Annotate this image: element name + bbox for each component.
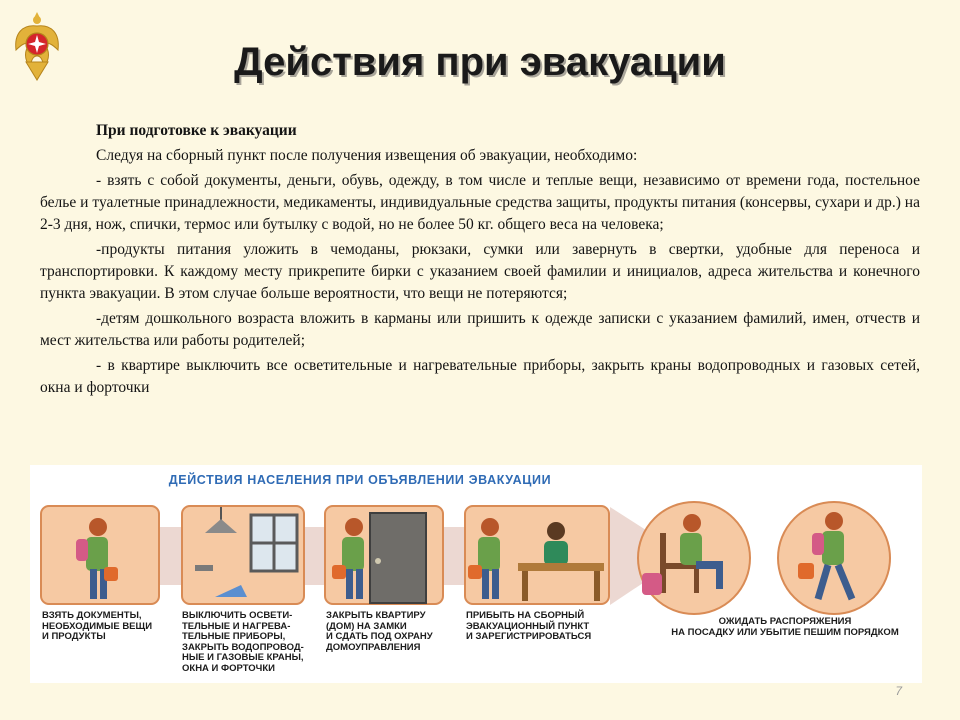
paragraph-5: - в квартире выключить все осветительные и нагревательные приборы, закрыть краны водопроводных и газовых сетей, окна и форточки	[40, 357, 920, 396]
page-number: 7	[895, 684, 902, 698]
paragraph-1: Следуя на сборный пункт после получения извещения об эвакуации, необходимо:	[96, 147, 638, 164]
step-5-wait-frame	[630, 499, 758, 617]
illustration-title: ДЕЙСТВИЯ НАСЕЛЕНИЯ ПРИ ОБЪЯВЛЕНИИ ЭВАКУАЦИИ	[168, 473, 552, 487]
instructions-text	[40, 120, 920, 402]
step-5-walk-frame	[770, 499, 898, 617]
paragraph-4: -детям дошкольного возраста вложить в карманы или пришить к одежде записки с указанием фамилий, имен, отчеств и мест жительства или работы родителей;	[40, 310, 920, 349]
step-2-caption: ВЫКЛЮЧИТЬ ОСВЕТИ- ТЕЛЬНЫЕ И НАГРЕВА- ТЕЛЬНЫЕ ПРИБОРЫ, ЗАКРЫТЬ ВОДОПРОВОД- НЫЕ И ГАЗОВЫЕ КРАНЫ, ОКНА И ФОРТОЧКИ	[182, 610, 304, 674]
section-subtitle: При подготовке к эвакуации	[96, 122, 297, 139]
page-title: Действия при эвакуации	[234, 40, 726, 84]
step-3-caption: ЗАКРЫТЬ КВАРТИРУ (ДОМ) НА ЗАМКИ И СДАТЬ ПОД ОХРАНУ ДОМОУПРАВЛЕНИЯ	[326, 610, 433, 653]
paragraph-3: -продукты питания уложить в чемоданы, рюкзаки, сумки или завернуть в свертки, удобные для переноса и транспортировки. К каждому месту прикрепите бирки с указанием своей фамилии и инициалов, адреса жительства и конечного пункта эвакуации. В этом случае больше вероятности, что вещи не потеряются;	[40, 241, 920, 302]
water-tap-icon	[195, 565, 213, 571]
step-5-caption: ОЖИДАТЬ РАСПОРЯЖЕНИЯ НА ПОСАДКУ ИЛИ УБЫТИЕ ПЕШИМ ПОРЯДКОМ	[671, 616, 899, 638]
registration-desk-icon	[518, 563, 604, 571]
step-1-frame	[40, 505, 160, 605]
paragraph-2: - взять с собой документы, деньги, обувь, одежду, в том числе и теплые вещи, независимо от времени года, постельное белье и туалетные принадлежности, медикаменты, индивидуальные средства защиты, продукты питания (консервы, сухари и др.) на 2-3 дня, нож, спички, термос или бутылку с водой, но не более 50 кг. общего веса на человека;	[40, 172, 920, 233]
evacuation-steps-illustration	[30, 465, 922, 683]
door-icon	[370, 513, 426, 603]
step-2-frame	[181, 505, 305, 605]
step-1-caption: ВЗЯТЬ ДОКУМЕНТЫ, НЕОБХОДИМЫЕ ВЕЩИ И ПРОДУКТЫ	[42, 610, 153, 642]
step-3-frame	[324, 505, 444, 605]
step-4-frame	[464, 505, 610, 605]
step-4-caption: ПРИБЫТЬ НА СБОРНЫЙ ЭВАКУАЦИОННЫЙ ПУНКТ И ЗАРЕГИСТРИРОВАТЬСЯ	[466, 610, 592, 642]
